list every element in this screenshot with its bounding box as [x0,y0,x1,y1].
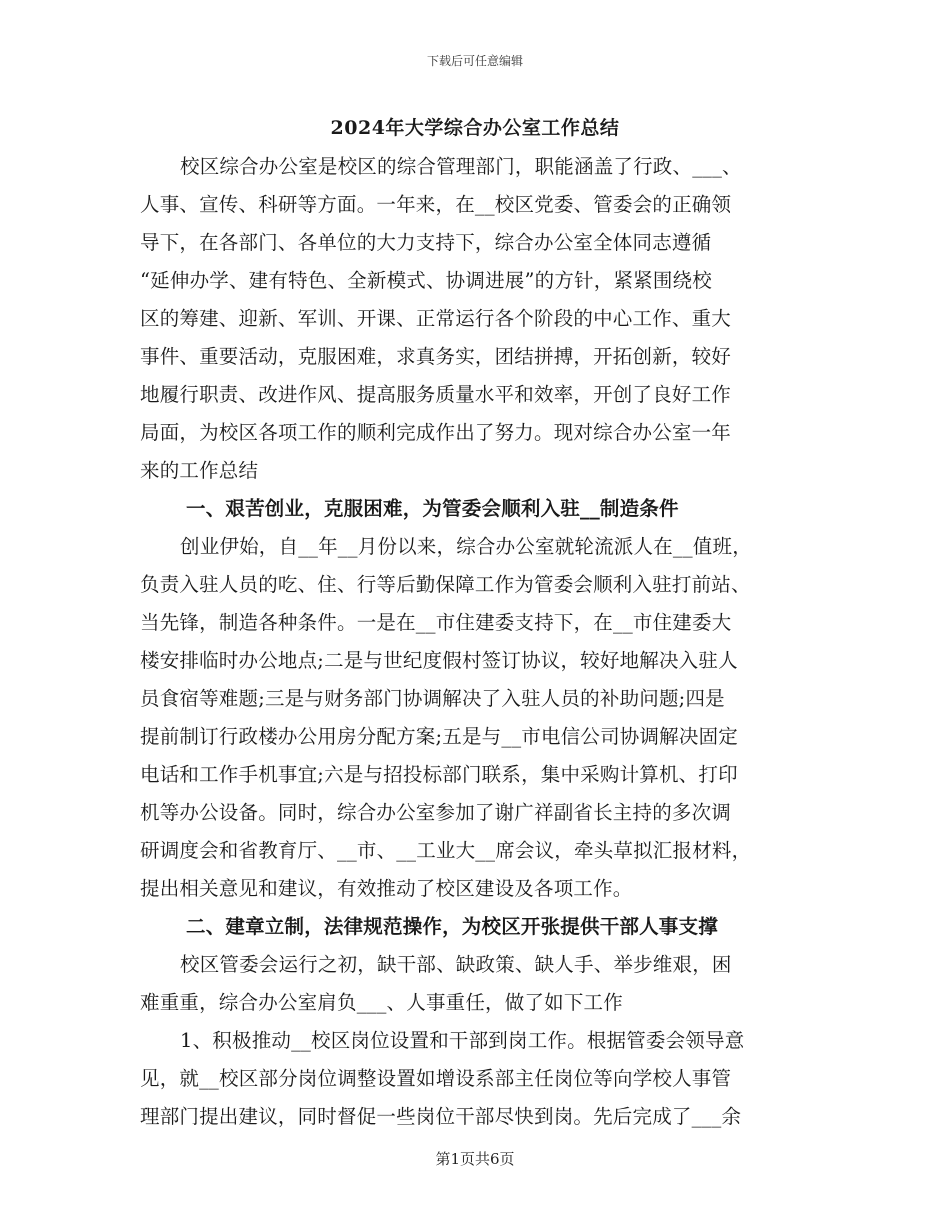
paragraph-line: “延伸办学、建有特色、全新模式、协调进展”的方针，紧紧围绕校 [140,269,712,292]
paragraph-line: 创业伊始，自__年__月份以来，综合办公室就轮流派人在__值班， [180,535,752,558]
paragraph-line: 研调度会和省教育厅、__市、__工业大__席会议，牵头草拟汇报材料， [140,839,752,862]
section-heading-2: 二、建章立制，法律规范操作，为校区开张提供干部人事支撑 [186,915,718,938]
paragraph-line: 来的工作总结 [140,459,259,482]
paragraph-line: 地履行职责、改进作风、提高服务质量水平和效率，开创了良好工作 [140,383,732,406]
page-number: 第1页共6页 [435,1150,515,1168]
paragraph-line: 校区管委会运行之初，缺干部、缺政策、缺人手、举步维艰，困 [180,953,732,976]
section-heading-1: 一、艰苦创业，克服困难，为管委会顺利入驻__制造条件 [186,497,679,520]
paragraph-line: 理部门提出建议，同时督促一些岗位干部尽快到岗。先后完成了___余 [140,1105,742,1128]
paragraph-line: 难重重，综合办公室肩负___、人事重任，做了如下工作 [140,991,623,1014]
paragraph-line: 负责入驻人员的吃、住、行等后勤保障工作为管委会顺利入驻打前站、 [140,573,751,596]
paragraph-line: 电话和工作手机事宜;六是与招投标部门联系，集中采购计算机、打印 [140,763,738,786]
paragraph-line: 导下，在各部门、各单位的大力支持下，综合办公室全体同志遵循 [140,231,712,254]
paragraph-line: 当先锋，制造各种条件。一是在__市住建委支持下，在__市住建委大 [140,611,732,634]
paragraph-line: 员食宿等难题;三是与财务部门协调解决了入驻人员的补助问题;四是 [140,687,725,710]
paragraph-line: 事件、重要活动，克服困难，求真务实，团结拼搏，开拓创新，较好 [140,345,732,368]
paragraph-line: 人事、宣传、科研等方面。一年来，在__校区党委、管委会的正确领 [140,193,732,216]
document-title: 2024年大学综合办公室工作总结 [330,117,620,139]
paragraph-line: 局面，为校区各项工作的顺利完成作出了努力。现对综合办公室一年 [140,421,732,444]
document-body [140,148,820,1136]
paragraph-line: 区的筹建、迎新、军训、开课、正常运行各个阶段的中心工作、重大 [140,307,732,330]
paragraph-line: 见，就__校区部分岗位调整设置如增设系部主任岗位等向学校人事管 [140,1067,732,1090]
paragraph-line: 1、积极推动__校区岗位设置和干部到岗工作。根据管委会领导意 [180,1029,745,1052]
paragraph-line: 提前制订行政楼办公用房分配方案;五是与__市电信公司协调解决固定 [140,725,738,748]
paragraph-line: 校区综合办公室是校区的综合管理部门，职能涵盖了行政、___、 [180,155,742,178]
paragraph-line: 提出相关意见和建议，有效推动了校区建设及各项工作。 [140,877,633,900]
paragraph-line: 楼安排临时办公地点;二是与世纪度假村签订协议，较好地解决入驻人 [140,649,738,672]
paragraph-line: 机等办公设备。同时，综合办公室参加了谢广祥副省长主持的多次调 [140,801,732,824]
page-header-note: 下载后可任意编辑 [426,54,523,68]
